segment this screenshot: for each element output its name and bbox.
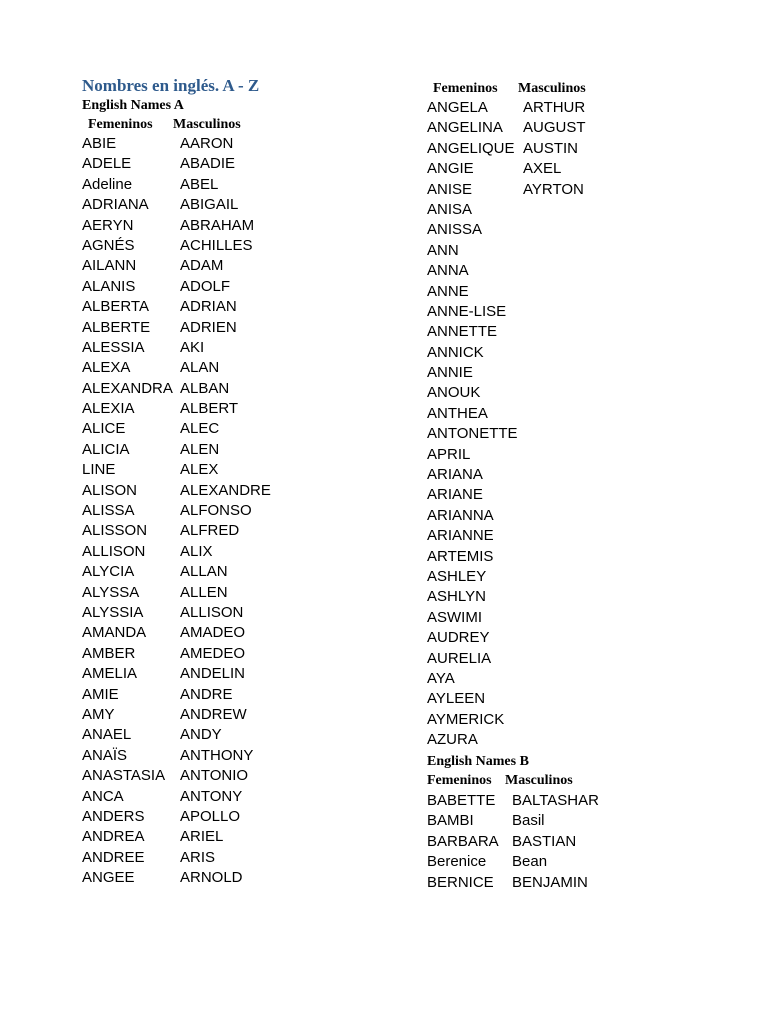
female-name: Berenice	[427, 853, 487, 871]
male-name: ALBERT	[180, 400, 239, 418]
male-name: ABADIE	[180, 155, 236, 173]
female-name: ANISSA	[427, 221, 483, 239]
female-name: ALESSIA	[82, 338, 145, 356]
male-name: AARON	[180, 135, 234, 152]
male-name: ANDELIN	[180, 665, 246, 683]
female-name: ANGELINA	[427, 119, 503, 137]
female-name: ANAEL	[82, 726, 132, 744]
male-name: ALEN	[180, 440, 220, 458]
female-name: ANGIE	[427, 160, 474, 178]
section-b-heading: English Names B	[427, 754, 529, 769]
section-a-heading: English Names A	[82, 98, 184, 113]
male-name: ALLAN	[180, 563, 228, 581]
female-name: ANGEE	[82, 869, 135, 887]
male-name: ALEC	[180, 420, 220, 438]
female-name: AYMERICK	[427, 710, 505, 728]
male-name: APOLLO	[180, 807, 241, 825]
male-name: ALAN	[180, 359, 220, 377]
female-name: ANDREA	[82, 828, 145, 846]
female-name: ANNE-LISE	[427, 302, 507, 320]
female-name: AMBER	[82, 644, 136, 662]
female-name: BABETTE	[427, 792, 496, 809]
female-name: ARIANE	[427, 486, 483, 504]
female-name: BERNICE	[427, 873, 494, 891]
male-name: ANDY	[180, 726, 222, 744]
female-name: ALICE	[82, 420, 126, 438]
male-name: AKI	[180, 338, 205, 356]
male-name: AXEL	[523, 160, 562, 178]
female-name: ANTHEA	[427, 404, 488, 422]
female-name: Adeline	[82, 175, 133, 193]
female-name: ANASTASIA	[82, 767, 166, 785]
male-name: ALBAN	[180, 379, 230, 397]
male-name: AUSTIN	[523, 139, 579, 157]
female-name: ANGELA	[427, 99, 488, 116]
female-name: ASHLEY	[427, 567, 487, 585]
female-name: AYA	[427, 669, 455, 687]
female-name: AUDREY	[427, 629, 490, 647]
female-name: ANDREE	[82, 848, 145, 866]
male-name: ABEL	[180, 175, 219, 193]
male-name: ADRIAN	[180, 298, 237, 316]
female-name: ALISSA	[82, 502, 135, 520]
female-name: AILANN	[82, 257, 137, 275]
male-name: ABIGAIL	[180, 196, 239, 214]
female-name: ALYSSIA	[82, 603, 144, 621]
female-name: AZURA	[427, 731, 478, 749]
male-name: Bean	[512, 853, 548, 871]
female-name: ALEXIA	[82, 400, 135, 418]
female-name: ANNE	[427, 282, 469, 300]
female-name: ANDERS	[82, 807, 145, 825]
female-name: ALEXANDRA	[82, 379, 173, 397]
female-name: ALYSSA	[82, 583, 140, 601]
male-name: ANDREW	[180, 705, 247, 723]
male-name: ALEXANDRE	[180, 481, 271, 499]
male-name: ANDRE	[180, 685, 233, 703]
female-name: ALISSON	[82, 522, 148, 540]
female-name: ANAÏS	[82, 746, 128, 764]
female-name: ANISA	[427, 200, 473, 218]
male-name: ANTONY	[180, 787, 243, 805]
male-column-header: Masculinos	[173, 117, 241, 132]
male-name: ADRIEN	[180, 318, 237, 336]
male-name: ARTHUR	[523, 99, 586, 116]
female-name: ANNICK	[427, 343, 484, 361]
male-name: ARNOLD	[180, 869, 243, 887]
male-name: Basil	[512, 812, 545, 830]
male-name: ALFRED	[180, 522, 240, 540]
female-name: ANTONETTE	[427, 425, 518, 443]
female-name: ANOUK	[427, 384, 481, 402]
female-name: AMY	[82, 705, 115, 723]
female-name: LINE	[82, 461, 116, 479]
female-name: ASWIMI	[427, 608, 482, 626]
female-name: ARIANNE	[427, 527, 494, 545]
female-name: AERYN	[82, 216, 134, 234]
male-column-header: Masculinos	[505, 773, 573, 788]
female-column-header: Femeninos	[427, 773, 492, 788]
female-name: ANISE	[427, 180, 473, 198]
female-name: ALBERTE	[82, 318, 151, 336]
male-name: ALIX	[180, 542, 213, 560]
female-column-header: Femeninos	[433, 81, 498, 96]
female-name: ALBERTA	[82, 298, 149, 316]
female-name: AMANDA	[82, 624, 147, 642]
female-name: ARTEMIS	[427, 547, 494, 565]
male-name: AUGUST	[523, 119, 586, 137]
female-name: ANNETTE	[427, 323, 498, 341]
male-name: ALFONSO	[180, 502, 252, 520]
male-name: ARIS	[180, 848, 216, 866]
female-name: ALYCIA	[82, 563, 135, 581]
female-name: ALICIA	[82, 440, 130, 458]
male-name: ANTHONY	[180, 746, 254, 764]
male-name: ALEX	[180, 461, 219, 479]
female-name: ANN	[427, 241, 459, 259]
page-title: Nombres en inglés. A - Z	[82, 76, 260, 95]
female-name: ABIE	[82, 135, 117, 152]
male-name: ANTONIO	[180, 767, 249, 785]
female-name: ARIANNA	[427, 506, 494, 524]
male-name: BALTASHAR	[512, 792, 599, 809]
female-name: ALLISON	[82, 542, 146, 560]
female-name: ADELE	[82, 155, 132, 173]
female-name: ANNA	[427, 262, 469, 280]
female-name: BARBARA	[427, 832, 499, 850]
female-name: AURELIA	[427, 649, 492, 667]
female-name: AYLEEN	[427, 690, 486, 708]
female-name: ANCA	[82, 787, 124, 805]
female-name: ANNIE	[427, 364, 473, 382]
female-name: ASHLYN	[427, 588, 486, 606]
female-column-header: Femeninos	[88, 117, 153, 132]
male-name: ABRAHAM	[180, 216, 255, 234]
male-name: AYRTON	[523, 180, 584, 198]
male-name: AMADEO	[180, 624, 246, 642]
female-name: AMIE	[82, 685, 119, 703]
female-name: ALISON	[82, 481, 138, 499]
male-name: ADOLF	[180, 277, 231, 295]
male-name: BASTIAN	[512, 832, 577, 850]
female-name: AMELIA	[82, 665, 138, 683]
female-name: BAMBI	[427, 812, 474, 830]
male-name: BENJAMIN	[512, 873, 588, 891]
male-name: ARIEL	[180, 828, 224, 846]
male-name: AMEDEO	[180, 644, 246, 662]
male-column-header: Masculinos	[518, 81, 586, 96]
female-name: AGNÉS	[82, 236, 135, 254]
female-name: ADRIANA	[82, 196, 149, 214]
female-name: ARIANA	[427, 466, 483, 484]
male-name: ACHILLES	[180, 236, 253, 254]
female-name: ALANIS	[82, 277, 136, 295]
male-name: ALLEN	[180, 583, 228, 601]
male-name: ALLISON	[180, 603, 244, 621]
male-name: ADAM	[180, 257, 224, 275]
female-name: APRIL	[427, 445, 471, 463]
female-name: ALEXA	[82, 359, 131, 377]
female-name: ANGELIQUE	[427, 139, 515, 157]
